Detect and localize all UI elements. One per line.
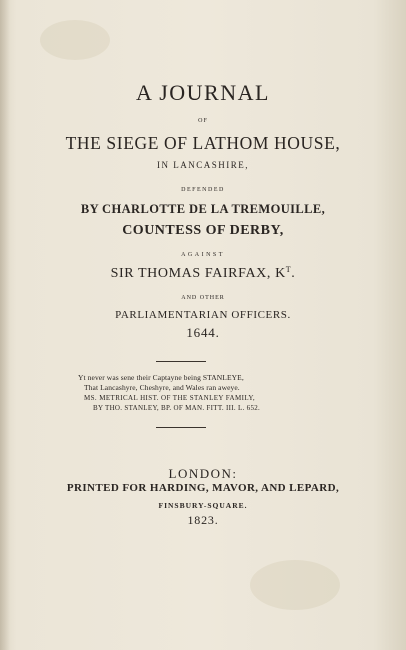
epigraph-source-1: MS. METRICAL HIST. OF THE STANLEY FAMILY, <box>84 394 256 402</box>
epigraph-source-2: BY THO. STANLEY, BP. OF MAN. FITT. III. L. 652. <box>93 404 261 412</box>
and-other-label: AND OTHER <box>181 295 225 301</box>
defended-label: DEFENDED <box>181 187 225 193</box>
imprint-printer: PRINTED FOR HARDING, MAVOR, AND LEPARD, <box>66 482 340 494</box>
epigraph-line-1: Yt never was sene their Captayne being STANLEYE, <box>78 373 244 382</box>
opponent-dot: . <box>291 266 296 281</box>
location-line: IN LANCASHIRE, <box>157 160 249 170</box>
opponent-line <box>0 266 406 282</box>
paper-stain <box>40 20 110 60</box>
officers-line: PARLIAMENTARIAN OFFICERS. <box>115 309 291 321</box>
book-title: A JOURNAL <box>136 80 270 105</box>
paper-stain <box>250 560 340 610</box>
opponent-name: SIR THOMAS FAIRFAX, K <box>110 266 286 281</box>
subject-line: THE SIEGE OF LATHOM HOUSE, <box>65 133 341 153</box>
imprint-city: LONDON: <box>168 466 238 481</box>
defender-title: COUNTESS OF DERBY, <box>122 223 284 238</box>
siege-year: 1644. <box>186 325 220 340</box>
divider-rule-bottom <box>156 427 206 428</box>
defender-name: BY CHARLOTTE DE LA TREMOUILLE, <box>80 202 326 216</box>
imprint-year: 1823. <box>187 513 219 527</box>
title-connector-of: OF <box>198 118 208 124</box>
against-label: AGAINST <box>181 252 225 258</box>
epigraph-line-2: That Lancashyre, Cheshyre, and Wales ran aweye. <box>84 383 240 392</box>
divider-rule-top <box>156 361 206 362</box>
imprint-address: FINSBURY-SQUARE. <box>158 501 248 510</box>
opponent-suffix: T <box>285 265 292 274</box>
